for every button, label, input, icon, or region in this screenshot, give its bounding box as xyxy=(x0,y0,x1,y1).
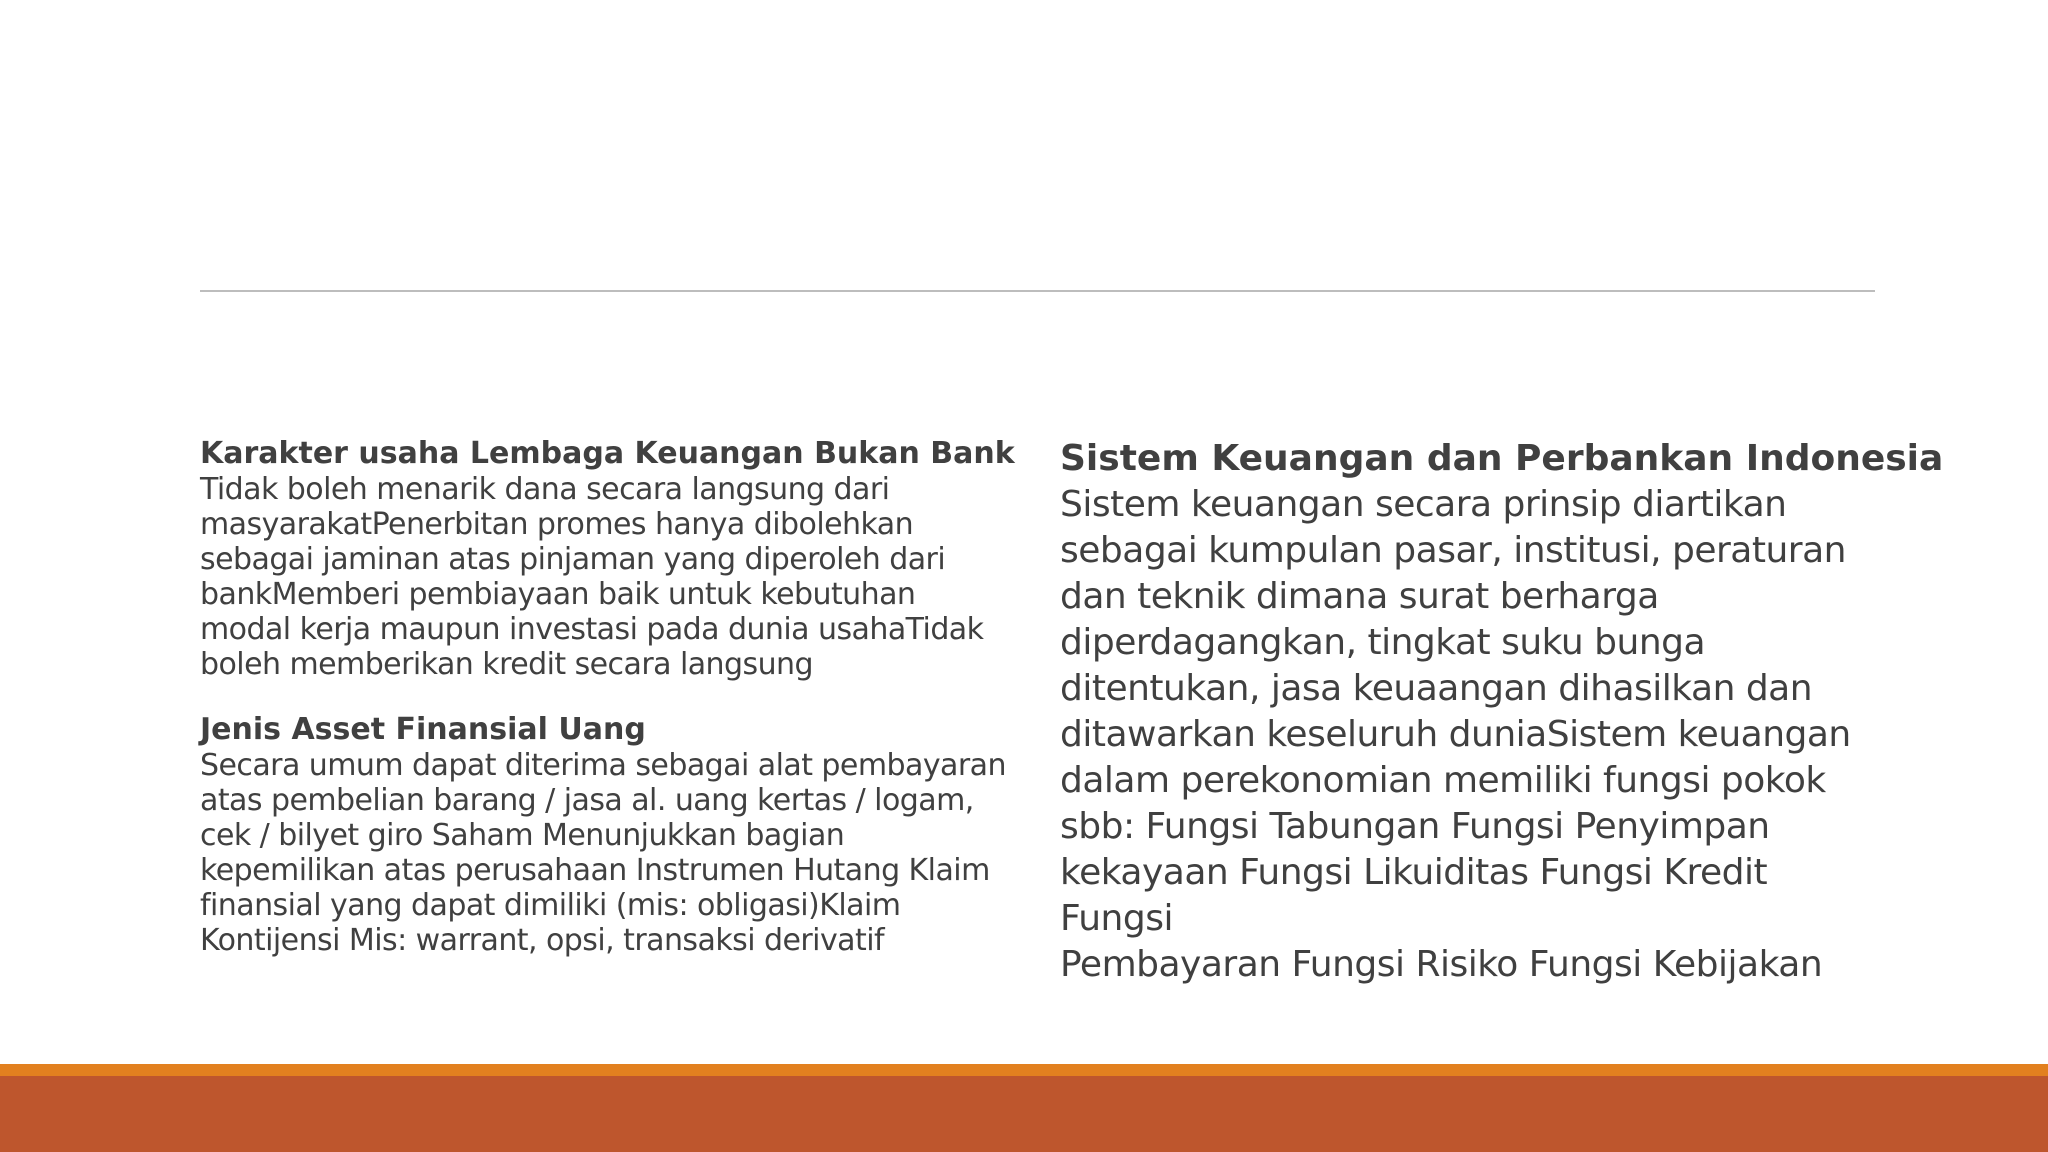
text-line: Secara umum dapat diterima sebagai alat pembayaran xyxy=(200,748,1006,783)
text-line: ditawarkan keseluruh duniaSistem keuangan xyxy=(1060,714,1851,755)
right-column xyxy=(1060,436,1944,1018)
text-line: sebagai kumpulan pasar, institusi, peraturan xyxy=(1060,530,1846,571)
section-body xyxy=(1060,482,1890,988)
text-line: dalam perekonomian memiliki fungsi pokok xyxy=(1060,760,1826,801)
section-sistem-keuangan xyxy=(1060,436,1944,988)
text-line: finansial yang dapat dimiliki (mis: obligasi)Klaim xyxy=(200,888,901,923)
left-column xyxy=(200,436,1020,988)
text-line: boleh memberikan kredit secara langsung xyxy=(200,647,814,682)
section-body xyxy=(200,472,1020,682)
section-heading: Karakter usaha Lembaga Keuangan Bukan Bank xyxy=(200,436,1015,471)
section-karakter-usaha xyxy=(200,436,1020,682)
text-line: ditentukan, jasa keuaangan dihasilkan dan xyxy=(1060,668,1813,709)
section-heading: Sistem Keuangan dan Perbankan Indonesia xyxy=(1060,438,1944,479)
text-line: atas pembelian barang / jasa al. uang kertas / logam, xyxy=(200,783,974,818)
text-line: masyarakatPenerbitan promes hanya dibolehkan xyxy=(200,507,914,542)
section-jenis-asset xyxy=(200,712,1020,958)
text-line: Sistem keuangan secara prinsip diartikan xyxy=(1060,484,1787,525)
text-line: cek / bilyet giro Saham Menunjukkan bagian xyxy=(200,818,845,853)
text-line: Pembayaran Fungsi Risiko Fungsi Kebijakan xyxy=(1060,944,1823,985)
text-line: bankMemberi pembiayaan baik untuk kebutuhan xyxy=(200,577,916,612)
text-line: Kontijensi Mis: warrant, opsi, transaksi derivatif xyxy=(200,923,885,958)
section-heading: Jenis Asset Finansial Uang xyxy=(200,712,646,747)
title-divider xyxy=(200,290,1875,292)
text-line: kekayaan Fungsi Likuiditas Fungsi Kredit Fungsi xyxy=(1060,852,1768,939)
footer-band xyxy=(0,1076,2048,1152)
footer-accent-stripe xyxy=(0,1064,2048,1076)
text-line: modal kerja maupun investasi pada dunia usahaTidak xyxy=(200,612,984,647)
text-line: sebagai jaminan atas pinjaman yang diperoleh dari xyxy=(200,542,946,577)
section-body xyxy=(200,748,1020,958)
text-line: dan teknik dimana surat berharga xyxy=(1060,576,1659,617)
text-line: diperdagangkan, tingkat suku bunga xyxy=(1060,622,1706,663)
text-line: kepemilikan atas perusahaan Instrumen Hutang Klaim xyxy=(200,853,990,888)
text-line: sbb: Fungsi Tabungan Fungsi Penyimpan xyxy=(1060,806,1770,847)
text-line: Tidak boleh menarik dana secara langsung dari xyxy=(200,472,890,507)
